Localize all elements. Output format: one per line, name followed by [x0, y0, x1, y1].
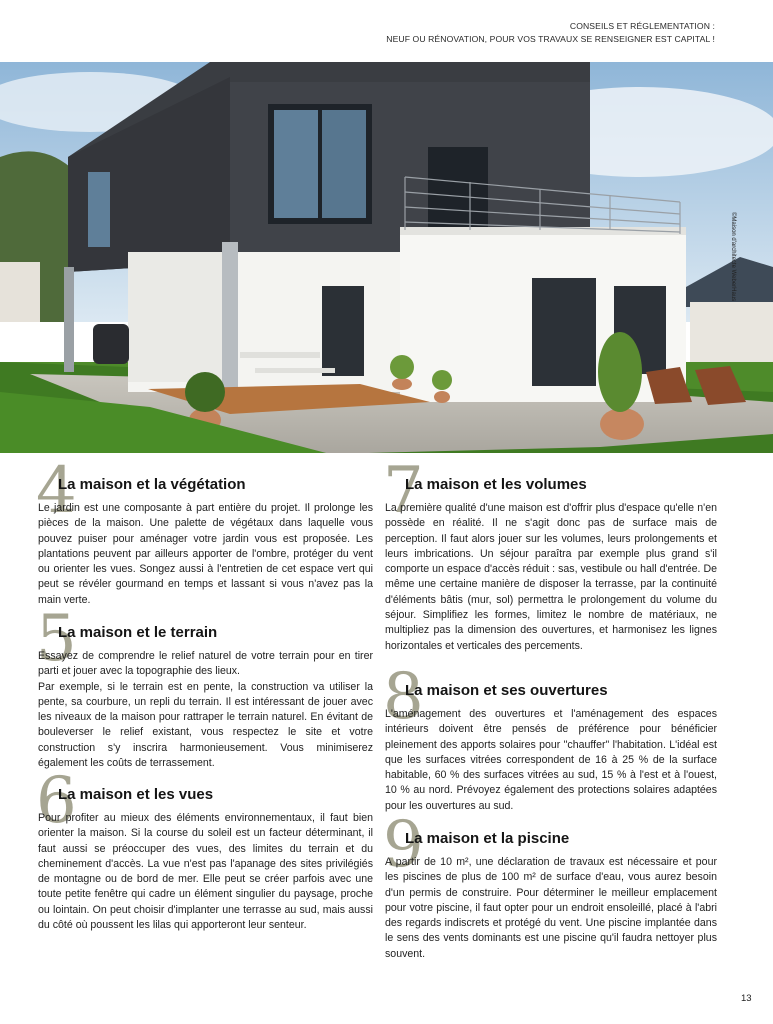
section-number: 6 — [36, 764, 77, 838]
section-title: La maison et la piscine — [405, 830, 570, 847]
section-body — [385, 855, 717, 962]
house-illustration — [0, 62, 773, 453]
section-paragraph: Le jardin est une composante à part entière du projet. Il prolonge les pièces de la maison. Une palette de végétaux dans laquelle vous pouvez puiser pour aménager votre jardin vous est proposée. Les plantations peuvent par ailleurs apporter de l'ombre, protéger du vent ou orienter les vues. Songez aussi à l'entretien de cet espace vert qui peut se révéler gourmand en temps et lassant si vous n'avez pas la main verte. — [38, 502, 373, 606]
section-title: La maison et le terrain — [58, 624, 218, 641]
page-header — [386, 20, 715, 45]
section-body — [385, 501, 717, 654]
section-number: 5 — [36, 602, 77, 676]
section-body — [38, 811, 373, 933]
photo-credit — [728, 212, 738, 322]
section-number: 4 — [36, 454, 77, 528]
section-vegetation — [36, 454, 373, 615]
house-photo — [0, 62, 773, 453]
section-title: La maison et les volumes — [405, 476, 587, 493]
section-body — [38, 649, 373, 771]
section-paragraph: L'aménagement des ouvertures et l'aménagement des espaces intérieurs doivent être pensés de préférence pour bénéficier pleinement des apports solaires pour "chauffer" l'habitation. L'idéal est que les surfaces vitrées correspondent de 16 à 25 % de la surface habitable, 60 % des surfaces vitrées au sud, 15 % à l'est et à l'ouest, 10 % au nord. Prévoyez également des protections solaires adaptées pour les ouvertures au sud. — [385, 708, 717, 812]
section-paragraph: Pour profiter au mieux des éléments environnementaux, il faut bien orienter la maison. Si la course du soleil est un facteur déterminant, il faut aussi se préoccuper des vues, des limites du terrain et du cheminement d'accès. La vue n'est pas l'apanage des sites privilégiés de montagne ou de bord de mer. Elle peut se créer parfois avec une toute petite fenêtre qui cadre un élément singulier du paysage, proche ou lointain. On peut choisir d'implanter une terrasse au sud, mais aussi du côté où poussent les lilas qui apporteront leur senteur. — [38, 812, 373, 932]
section-terrain — [36, 602, 373, 777]
section-number: 9 — [383, 808, 424, 882]
section-piscine — [383, 808, 717, 962]
right-column — [383, 454, 717, 962]
page-number: 13 — [741, 993, 752, 1004]
section-paragraph: Essayez de comprendre le relief naturel de votre terrain pour en tirer parti et jouer avec la topographie des lieux. — [38, 650, 373, 678]
left-column — [36, 454, 373, 933]
section-title: La maison et ses ouvertures — [405, 682, 608, 699]
header-line-2: NEUF OU RÉNOVATION, POUR VOS TRAVAUX SE RENSEIGNER EST CAPITAL ! — [386, 33, 715, 44]
section-ouvertures — [383, 660, 717, 821]
section-vues — [36, 764, 373, 933]
section-paragraph: A partir de 10 m², une déclaration de travaux est nécessaire et pour les piscines de plus de 100 m² de surface d'eau, vous aurez besoin d'un permis de construire. Pour déterminer le meilleur emplacement pour votre piscine, il faut opter pour un endroit ensoleillé, placé à l'abri des regards indiscrets et protégé du vent. Une piscine implantée dans le sens des vents dominants est une piscine qu'il faudra nettoyer plus souvent. — [385, 856, 717, 960]
section-title: La maison et la végétation — [58, 476, 246, 493]
section-number: 8 — [383, 660, 424, 734]
section-paragraph: La première qualité d'une maison est d'offrir plus d'espace qu'elle n'en possède en réalité. Il ne s'agit donc pas de surface mais de perception. Il faut alors jouer sur les volumes, leurs prolongements et leurs imbrications. Un séjour paraîtra par exemple plus grand s'il comporte un espace d'accès réduit : sas, vestibule ou hall d'entrée. De même une certaine manière de disposer la terrasse, par la continuité d'éléments bâtis (mur, sol) permettra le prolongement du volume du séjour. Simplifiez les formes, limitez le nombre de matériaux, ne multipliez pas la dimension des ouvertures, et harmonisez les lignes horizontales et verticales des percements. — [385, 502, 717, 652]
section-paragraph: Par exemple, si le terrain est en pente, la construction va utiliser la pente, sa courbure, un repli du terrain. Il est intéressant de jouer avec les niveaux de la maison pour rattraper le terrain naturel. En évitant de bouleverser le relief existant, vous respectez le site et votre construction s'y inscrira harmonieusement. Vous minimiserez également les coûts de terrassement. — [38, 680, 373, 770]
section-volumes — [383, 454, 717, 673]
section-number: 7 — [383, 454, 424, 528]
photo-credit-text: ©Maison d'architecte WeberHaus — [730, 212, 736, 302]
section-body — [385, 707, 717, 814]
section-body — [38, 501, 373, 608]
header-line-1: CONSEILS ET RÉGLEMENTATION : — [569, 21, 715, 31]
section-title: La maison et les vues — [58, 786, 214, 803]
